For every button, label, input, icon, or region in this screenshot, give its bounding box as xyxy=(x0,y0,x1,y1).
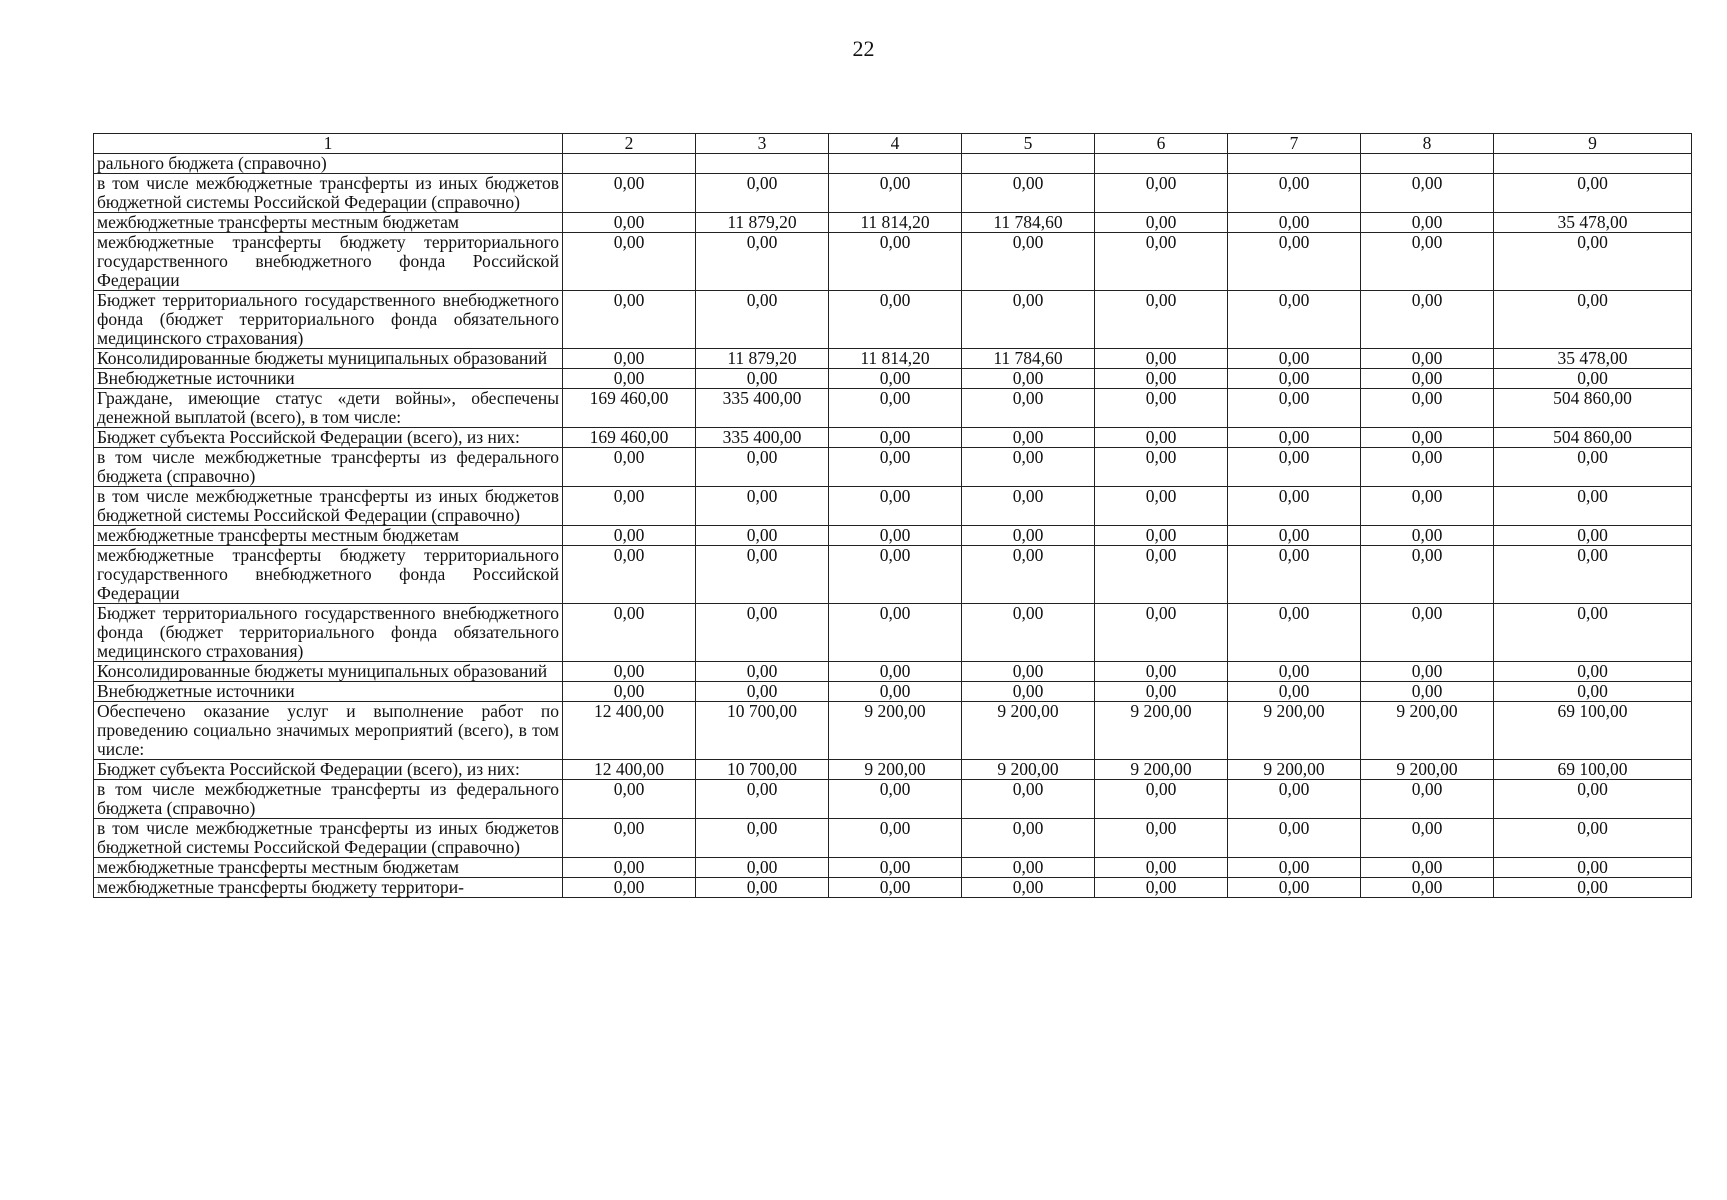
cell-value: 0,00 xyxy=(1361,819,1494,858)
cell-value: 0,00 xyxy=(1228,604,1361,662)
cell-value: 0,00 xyxy=(1228,526,1361,546)
cell-value: 0,00 xyxy=(1228,349,1361,369)
cell-value: 0,00 xyxy=(962,369,1095,389)
row-label: Бюджет субъекта Российской Федерации (всего), из них: xyxy=(94,760,563,780)
row-label: межбюджетные трансферты местным бюджетам xyxy=(94,213,563,233)
cell-value: 0,00 xyxy=(696,174,829,213)
cell-value xyxy=(829,154,962,174)
cell-value: 10 700,00 xyxy=(696,702,829,760)
budget-table xyxy=(93,133,1692,898)
cell-value: 0,00 xyxy=(1494,291,1692,349)
cell-value: 0,00 xyxy=(829,174,962,213)
cell-value: 0,00 xyxy=(1494,369,1692,389)
column-header: 4 xyxy=(829,134,962,154)
cell-value: 0,00 xyxy=(1228,780,1361,819)
cell-value: 0,00 xyxy=(1228,291,1361,349)
table-row xyxy=(94,878,1692,898)
cell-value: 0,00 xyxy=(563,291,696,349)
cell-value: 0,00 xyxy=(1361,233,1494,291)
cell-value: 9 200,00 xyxy=(1228,760,1361,780)
cell-value: 0,00 xyxy=(1095,819,1228,858)
cell-value: 0,00 xyxy=(696,448,829,487)
cell-value: 0,00 xyxy=(829,428,962,448)
cell-value: 0,00 xyxy=(1228,682,1361,702)
cell-value: 0,00 xyxy=(829,369,962,389)
cell-value: 0,00 xyxy=(1494,780,1692,819)
cell-value: 0,00 xyxy=(1228,819,1361,858)
cell-value: 0,00 xyxy=(962,662,1095,682)
cell-value: 9 200,00 xyxy=(1095,702,1228,760)
cell-value: 0,00 xyxy=(962,174,1095,213)
page-number: 22 xyxy=(852,36,875,61)
cell-value: 11 784,60 xyxy=(962,349,1095,369)
cell-value: 0,00 xyxy=(1361,546,1494,604)
cell-value: 0,00 xyxy=(696,233,829,291)
table-row xyxy=(94,604,1692,662)
cell-value: 69 100,00 xyxy=(1494,702,1692,760)
cell-value xyxy=(1228,154,1361,174)
table-row xyxy=(94,858,1692,878)
cell-value: 0,00 xyxy=(1361,349,1494,369)
cell-value: 0,00 xyxy=(962,819,1095,858)
table-row xyxy=(94,154,1692,174)
table-row xyxy=(94,291,1692,349)
cell-value: 0,00 xyxy=(1228,858,1361,878)
cell-value: 504 860,00 xyxy=(1494,389,1692,428)
cell-value xyxy=(696,154,829,174)
cell-value: 11 879,20 xyxy=(696,349,829,369)
cell-value: 9 200,00 xyxy=(1095,760,1228,780)
cell-value: 0,00 xyxy=(1494,858,1692,878)
cell-value: 0,00 xyxy=(563,233,696,291)
cell-value: 0,00 xyxy=(1228,448,1361,487)
cell-value: 0,00 xyxy=(829,526,962,546)
cell-value: 0,00 xyxy=(1494,526,1692,546)
cell-value: 0,00 xyxy=(1494,546,1692,604)
table-row xyxy=(94,349,1692,369)
row-label: Консолидированные бюджеты муниципальных образований xyxy=(94,662,563,682)
cell-value: 0,00 xyxy=(563,369,696,389)
cell-value: 0,00 xyxy=(829,291,962,349)
header-row xyxy=(94,134,1692,154)
cell-value: 0,00 xyxy=(1361,174,1494,213)
cell-value: 0,00 xyxy=(962,682,1095,702)
cell-value: 0,00 xyxy=(696,369,829,389)
cell-value: 0,00 xyxy=(1095,233,1228,291)
column-header: 2 xyxy=(563,134,696,154)
table-row xyxy=(94,389,1692,428)
cell-value: 0,00 xyxy=(563,682,696,702)
table-row xyxy=(94,369,1692,389)
row-label: в том числе межбюджетные трансферты из иных бюджетов бюджетной системы Российской Федерации (справочно) xyxy=(94,174,563,213)
cell-value: 0,00 xyxy=(563,604,696,662)
cell-value: 0,00 xyxy=(563,213,696,233)
cell-value: 0,00 xyxy=(829,662,962,682)
cell-value: 0,00 xyxy=(1095,369,1228,389)
cell-value: 0,00 xyxy=(1095,428,1228,448)
cell-value: 10 700,00 xyxy=(696,760,829,780)
cell-value: 0,00 xyxy=(962,604,1095,662)
cell-value: 0,00 xyxy=(1095,546,1228,604)
cell-value xyxy=(563,154,696,174)
row-label: межбюджетные трансферты местным бюджетам xyxy=(94,858,563,878)
row-label: Консолидированные бюджеты муниципальных образований xyxy=(94,349,563,369)
cell-value: 0,00 xyxy=(962,858,1095,878)
cell-value: 0,00 xyxy=(563,174,696,213)
cell-value: 9 200,00 xyxy=(1361,702,1494,760)
cell-value: 0,00 xyxy=(696,662,829,682)
cell-value: 0,00 xyxy=(1228,428,1361,448)
row-label: в том числе межбюджетные трансферты из иных бюджетов бюджетной системы Российской Федерации (справочно) xyxy=(94,819,563,858)
table-row xyxy=(94,760,1692,780)
cell-value: 0,00 xyxy=(563,819,696,858)
table-row xyxy=(94,213,1692,233)
cell-value: 0,00 xyxy=(1361,487,1494,526)
column-header: 8 xyxy=(1361,134,1494,154)
cell-value: 0,00 xyxy=(1228,233,1361,291)
cell-value xyxy=(1095,154,1228,174)
cell-value: 0,00 xyxy=(563,546,696,604)
cell-value: 0,00 xyxy=(829,448,962,487)
cell-value: 0,00 xyxy=(1494,604,1692,662)
cell-value: 9 200,00 xyxy=(1361,760,1494,780)
cell-value: 0,00 xyxy=(1361,780,1494,819)
cell-value: 0,00 xyxy=(1095,604,1228,662)
cell-value: 0,00 xyxy=(696,819,829,858)
cell-value: 0,00 xyxy=(696,487,829,526)
cell-value: 11 784,60 xyxy=(962,213,1095,233)
cell-value: 0,00 xyxy=(1095,174,1228,213)
cell-value: 0,00 xyxy=(563,487,696,526)
cell-value: 0,00 xyxy=(1361,213,1494,233)
row-label: Граждане, имеющие статус «дети войны», обеспечены денежной выплатой (всего), в том числе: xyxy=(94,389,563,428)
cell-value: 0,00 xyxy=(1361,662,1494,682)
cell-value: 0,00 xyxy=(962,389,1095,428)
cell-value: 12 400,00 xyxy=(563,760,696,780)
cell-value: 9 200,00 xyxy=(962,702,1095,760)
cell-value: 0,00 xyxy=(829,389,962,428)
cell-value: 0,00 xyxy=(696,291,829,349)
cell-value: 0,00 xyxy=(829,858,962,878)
cell-value: 0,00 xyxy=(1095,526,1228,546)
cell-value: 0,00 xyxy=(696,878,829,898)
cell-value: 0,00 xyxy=(1228,369,1361,389)
cell-value: 335 400,00 xyxy=(696,428,829,448)
table-row xyxy=(94,428,1692,448)
table-row xyxy=(94,682,1692,702)
cell-value: 0,00 xyxy=(829,233,962,291)
table-row xyxy=(94,526,1692,546)
table-row xyxy=(94,702,1692,760)
column-header: 3 xyxy=(696,134,829,154)
cell-value: 169 460,00 xyxy=(563,389,696,428)
cell-value: 0,00 xyxy=(1095,487,1228,526)
cell-value: 0,00 xyxy=(829,487,962,526)
column-header: 6 xyxy=(1095,134,1228,154)
cell-value: 0,00 xyxy=(962,291,1095,349)
cell-value: 9 200,00 xyxy=(829,702,962,760)
cell-value: 0,00 xyxy=(563,662,696,682)
cell-value xyxy=(1361,154,1494,174)
row-label: в том числе межбюджетные трансферты из федерального бюджета (справочно) xyxy=(94,448,563,487)
cell-value: 0,00 xyxy=(1494,819,1692,858)
table-row xyxy=(94,780,1692,819)
cell-value: 0,00 xyxy=(1095,389,1228,428)
table-row xyxy=(94,546,1692,604)
cell-value: 0,00 xyxy=(829,819,962,858)
row-label: Внебюджетные источники xyxy=(94,369,563,389)
cell-value: 0,00 xyxy=(563,448,696,487)
cell-value: 9 200,00 xyxy=(829,760,962,780)
cell-value: 35 478,00 xyxy=(1494,213,1692,233)
cell-value: 0,00 xyxy=(829,546,962,604)
cell-value: 0,00 xyxy=(696,526,829,546)
cell-value: 0,00 xyxy=(1095,858,1228,878)
row-label: рального бюджета (справочно) xyxy=(94,154,563,174)
cell-value: 0,00 xyxy=(696,604,829,662)
cell-value: 0,00 xyxy=(1095,448,1228,487)
table-row xyxy=(94,174,1692,213)
row-label: в том числе межбюджетные трансферты из иных бюджетов бюджетной системы Российской Федерации (справочно) xyxy=(94,487,563,526)
cell-value: 0,00 xyxy=(1494,682,1692,702)
cell-value: 0,00 xyxy=(696,858,829,878)
cell-value: 0,00 xyxy=(1228,389,1361,428)
cell-value: 169 460,00 xyxy=(563,428,696,448)
cell-value: 0,00 xyxy=(962,878,1095,898)
cell-value: 0,00 xyxy=(1095,349,1228,369)
cell-value: 0,00 xyxy=(1361,878,1494,898)
cell-value: 0,00 xyxy=(1228,487,1361,526)
cell-value: 0,00 xyxy=(1361,369,1494,389)
cell-value: 0,00 xyxy=(829,780,962,819)
row-label: межбюджетные трансферты местным бюджетам xyxy=(94,526,563,546)
cell-value: 0,00 xyxy=(563,349,696,369)
cell-value: 0,00 xyxy=(1095,662,1228,682)
cell-value: 0,00 xyxy=(1228,662,1361,682)
column-header: 1 xyxy=(94,134,563,154)
row-label: Обеспечено оказание услуг и выполнение работ по проведению социально значимых мероприятий (всего), в том числе: xyxy=(94,702,563,760)
cell-value xyxy=(1494,154,1692,174)
column-header: 5 xyxy=(962,134,1095,154)
cell-value: 0,00 xyxy=(962,487,1095,526)
column-header: 7 xyxy=(1228,134,1361,154)
table-row xyxy=(94,448,1692,487)
table-row xyxy=(94,819,1692,858)
row-label: Бюджет территориального государственного внебюджетного фонда (бюджет территориального фонда обязательного медицинского страхования) xyxy=(94,604,563,662)
cell-value: 0,00 xyxy=(962,428,1095,448)
cell-value: 0,00 xyxy=(1228,878,1361,898)
cell-value: 335 400,00 xyxy=(696,389,829,428)
cell-value: 0,00 xyxy=(1361,858,1494,878)
cell-value: 0,00 xyxy=(1095,780,1228,819)
cell-value: 0,00 xyxy=(1361,448,1494,487)
cell-value: 12 400,00 xyxy=(563,702,696,760)
cell-value: 35 478,00 xyxy=(1494,349,1692,369)
cell-value: 0,00 xyxy=(1494,448,1692,487)
row-label: Бюджет субъекта Российской Федерации (всего), из них: xyxy=(94,428,563,448)
cell-value: 0,00 xyxy=(829,682,962,702)
cell-value: 0,00 xyxy=(1095,213,1228,233)
cell-value: 0,00 xyxy=(1228,213,1361,233)
cell-value: 0,00 xyxy=(962,546,1095,604)
cell-value: 0,00 xyxy=(1361,389,1494,428)
cell-value: 9 200,00 xyxy=(1228,702,1361,760)
row-label: в том числе межбюджетные трансферты из федерального бюджета (справочно) xyxy=(94,780,563,819)
cell-value: 0,00 xyxy=(829,878,962,898)
table-row xyxy=(94,487,1692,526)
cell-value: 0,00 xyxy=(962,448,1095,487)
cell-value: 0,00 xyxy=(1494,487,1692,526)
cell-value: 0,00 xyxy=(696,780,829,819)
cell-value: 0,00 xyxy=(1095,682,1228,702)
row-label: Бюджет территориального государственного внебюджетного фонда (бюджет территориального фонда обязательного медицинского страхования) xyxy=(94,291,563,349)
cell-value: 0,00 xyxy=(1361,682,1494,702)
cell-value: 0,00 xyxy=(696,546,829,604)
cell-value: 11 814,20 xyxy=(829,349,962,369)
row-label: межбюджетные трансферты бюджету территориального государственного внебюджетного фонда Российской Федерации xyxy=(94,546,563,604)
cell-value: 0,00 xyxy=(1494,878,1692,898)
cell-value: 504 860,00 xyxy=(1494,428,1692,448)
cell-value: 0,00 xyxy=(962,526,1095,546)
cell-value: 0,00 xyxy=(696,682,829,702)
cell-value: 0,00 xyxy=(1228,174,1361,213)
cell-value: 0,00 xyxy=(563,526,696,546)
row-label: Внебюджетные источники xyxy=(94,682,563,702)
cell-value: 0,00 xyxy=(1095,291,1228,349)
table-body xyxy=(94,154,1692,898)
cell-value: 0,00 xyxy=(1361,604,1494,662)
cell-value: 0,00 xyxy=(563,878,696,898)
row-label: межбюджетные трансферты бюджету территориального государственного внебюджетного фонда Российской Федерации xyxy=(94,233,563,291)
cell-value: 0,00 xyxy=(962,233,1095,291)
cell-value: 0,00 xyxy=(829,604,962,662)
cell-value: 0,00 xyxy=(1361,526,1494,546)
cell-value: 69 100,00 xyxy=(1494,760,1692,780)
cell-value: 0,00 xyxy=(1361,428,1494,448)
column-header: 9 xyxy=(1494,134,1692,154)
cell-value: 0,00 xyxy=(1228,546,1361,604)
cell-value xyxy=(962,154,1095,174)
table-row xyxy=(94,662,1692,682)
cell-value: 9 200,00 xyxy=(962,760,1095,780)
cell-value: 0,00 xyxy=(962,780,1095,819)
cell-value: 0,00 xyxy=(1494,174,1692,213)
table-row xyxy=(94,233,1692,291)
cell-value: 0,00 xyxy=(1361,291,1494,349)
cell-value: 0,00 xyxy=(1494,233,1692,291)
cell-value: 0,00 xyxy=(563,780,696,819)
cell-value: 0,00 xyxy=(563,858,696,878)
cell-value: 11 879,20 xyxy=(696,213,829,233)
row-label: межбюджетные трансферты бюджету территори- xyxy=(94,878,563,898)
cell-value: 0,00 xyxy=(1494,662,1692,682)
cell-value: 11 814,20 xyxy=(829,213,962,233)
cell-value: 0,00 xyxy=(1095,878,1228,898)
